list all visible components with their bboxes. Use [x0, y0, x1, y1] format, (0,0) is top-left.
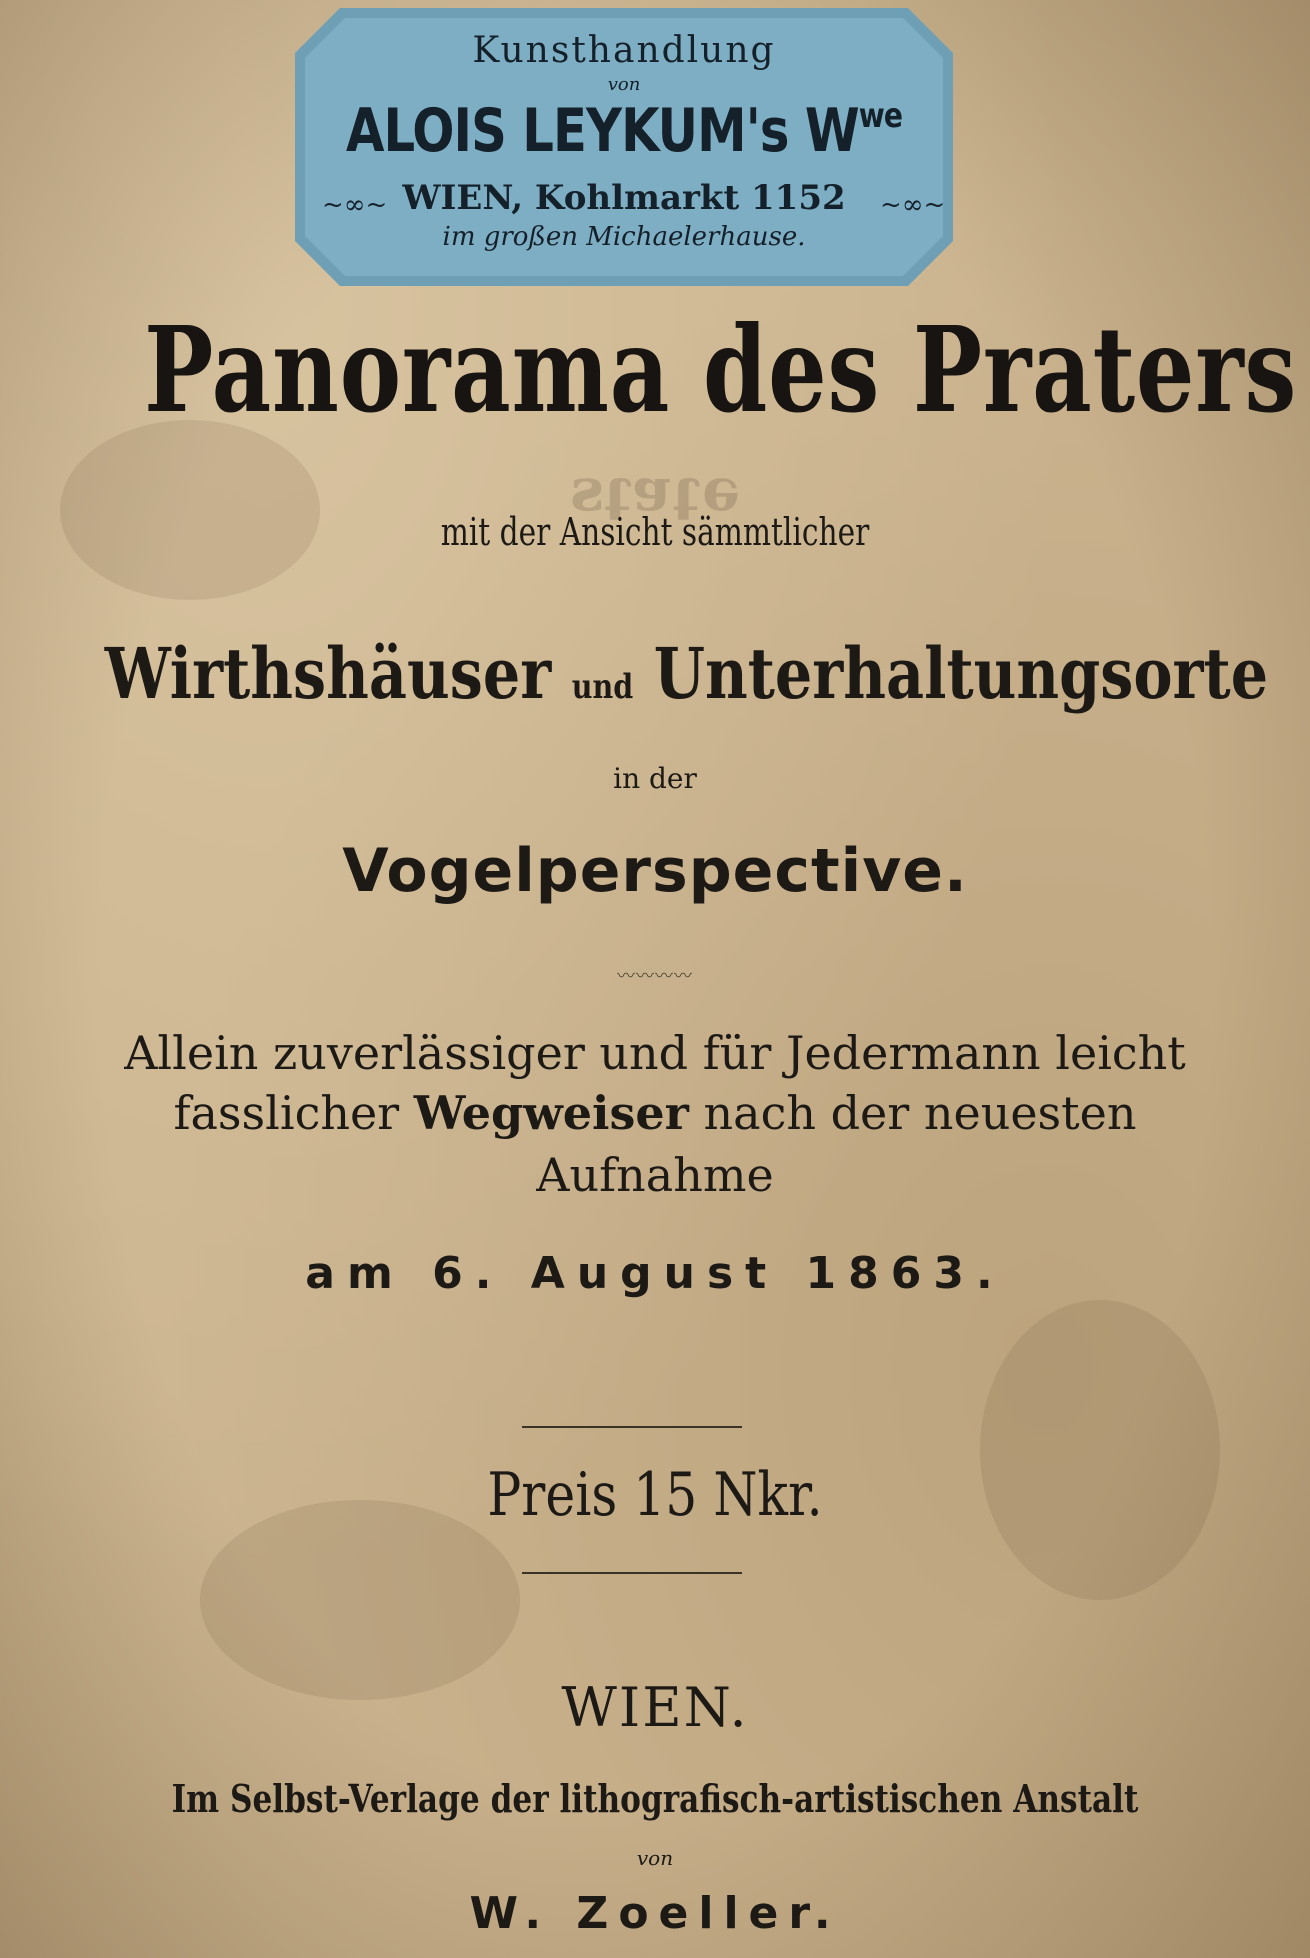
paper-stain — [200, 1500, 520, 1700]
label-dealer-name-sup: we — [858, 96, 903, 136]
heading-connector: und — [571, 667, 634, 707]
heading-part1: Wirthshäuser — [104, 632, 552, 715]
author: W. Zoeller. — [469, 1888, 841, 1939]
description-line-3: Aufnahme — [536, 1148, 774, 1202]
label-address: WIEN, Kohlmarkt 1152 — [402, 178, 846, 218]
label-von: von — [607, 74, 641, 95]
label-kunsthandlung: Kunsthandlung — [472, 30, 776, 71]
publisher: Im Selbst-Verlage der lithografisch-artistischen Anstalt — [171, 1776, 1139, 1821]
bleed-through-text: ǝʇɐʇs — [570, 455, 740, 525]
page-title: Panorama des Praters — [144, 300, 1298, 439]
description-line-2-pre: fasslicher — [173, 1086, 400, 1140]
label-building: im großen Michaelerhause. — [442, 222, 806, 252]
von: von — [636, 1846, 674, 1870]
subtitle: mit der Ansicht sämmtlicher — [440, 510, 870, 554]
heading-part2: Unterhaltungsorte — [653, 632, 1269, 715]
perspective-heading: Vogelperspective. — [342, 836, 968, 906]
city: WIEN. — [561, 1676, 749, 1739]
flourish-left-icon: ~∞~ — [322, 190, 388, 220]
in-der: in der — [613, 762, 697, 795]
description-line-2 — [0, 1086, 1310, 1140]
description-line-1: Allein zuverlässiger und für Jedermann leicht — [124, 1026, 1186, 1080]
description-line-2-post: nach der neuesten — [703, 1086, 1137, 1140]
price: Preis 15 Nkr. — [487, 1460, 823, 1530]
description-line-2-bold: Wegweiser — [413, 1086, 689, 1140]
flourish-right-icon: ~∞~ — [880, 190, 946, 220]
label-dealer-name-main: ALOIS LEYKUM — [345, 96, 746, 166]
wavy-divider: 〰〰〰〰 — [617, 966, 693, 987]
label-dealer-name — [321, 96, 926, 166]
divider-top — [522, 1426, 742, 1428]
heading — [104, 632, 1269, 715]
divider-bottom — [522, 1572, 742, 1574]
label-dealer-name-suffix: 's W — [745, 96, 859, 166]
survey-date: am 6. August 1863. — [305, 1248, 1005, 1299]
paper-stain — [980, 1300, 1220, 1600]
